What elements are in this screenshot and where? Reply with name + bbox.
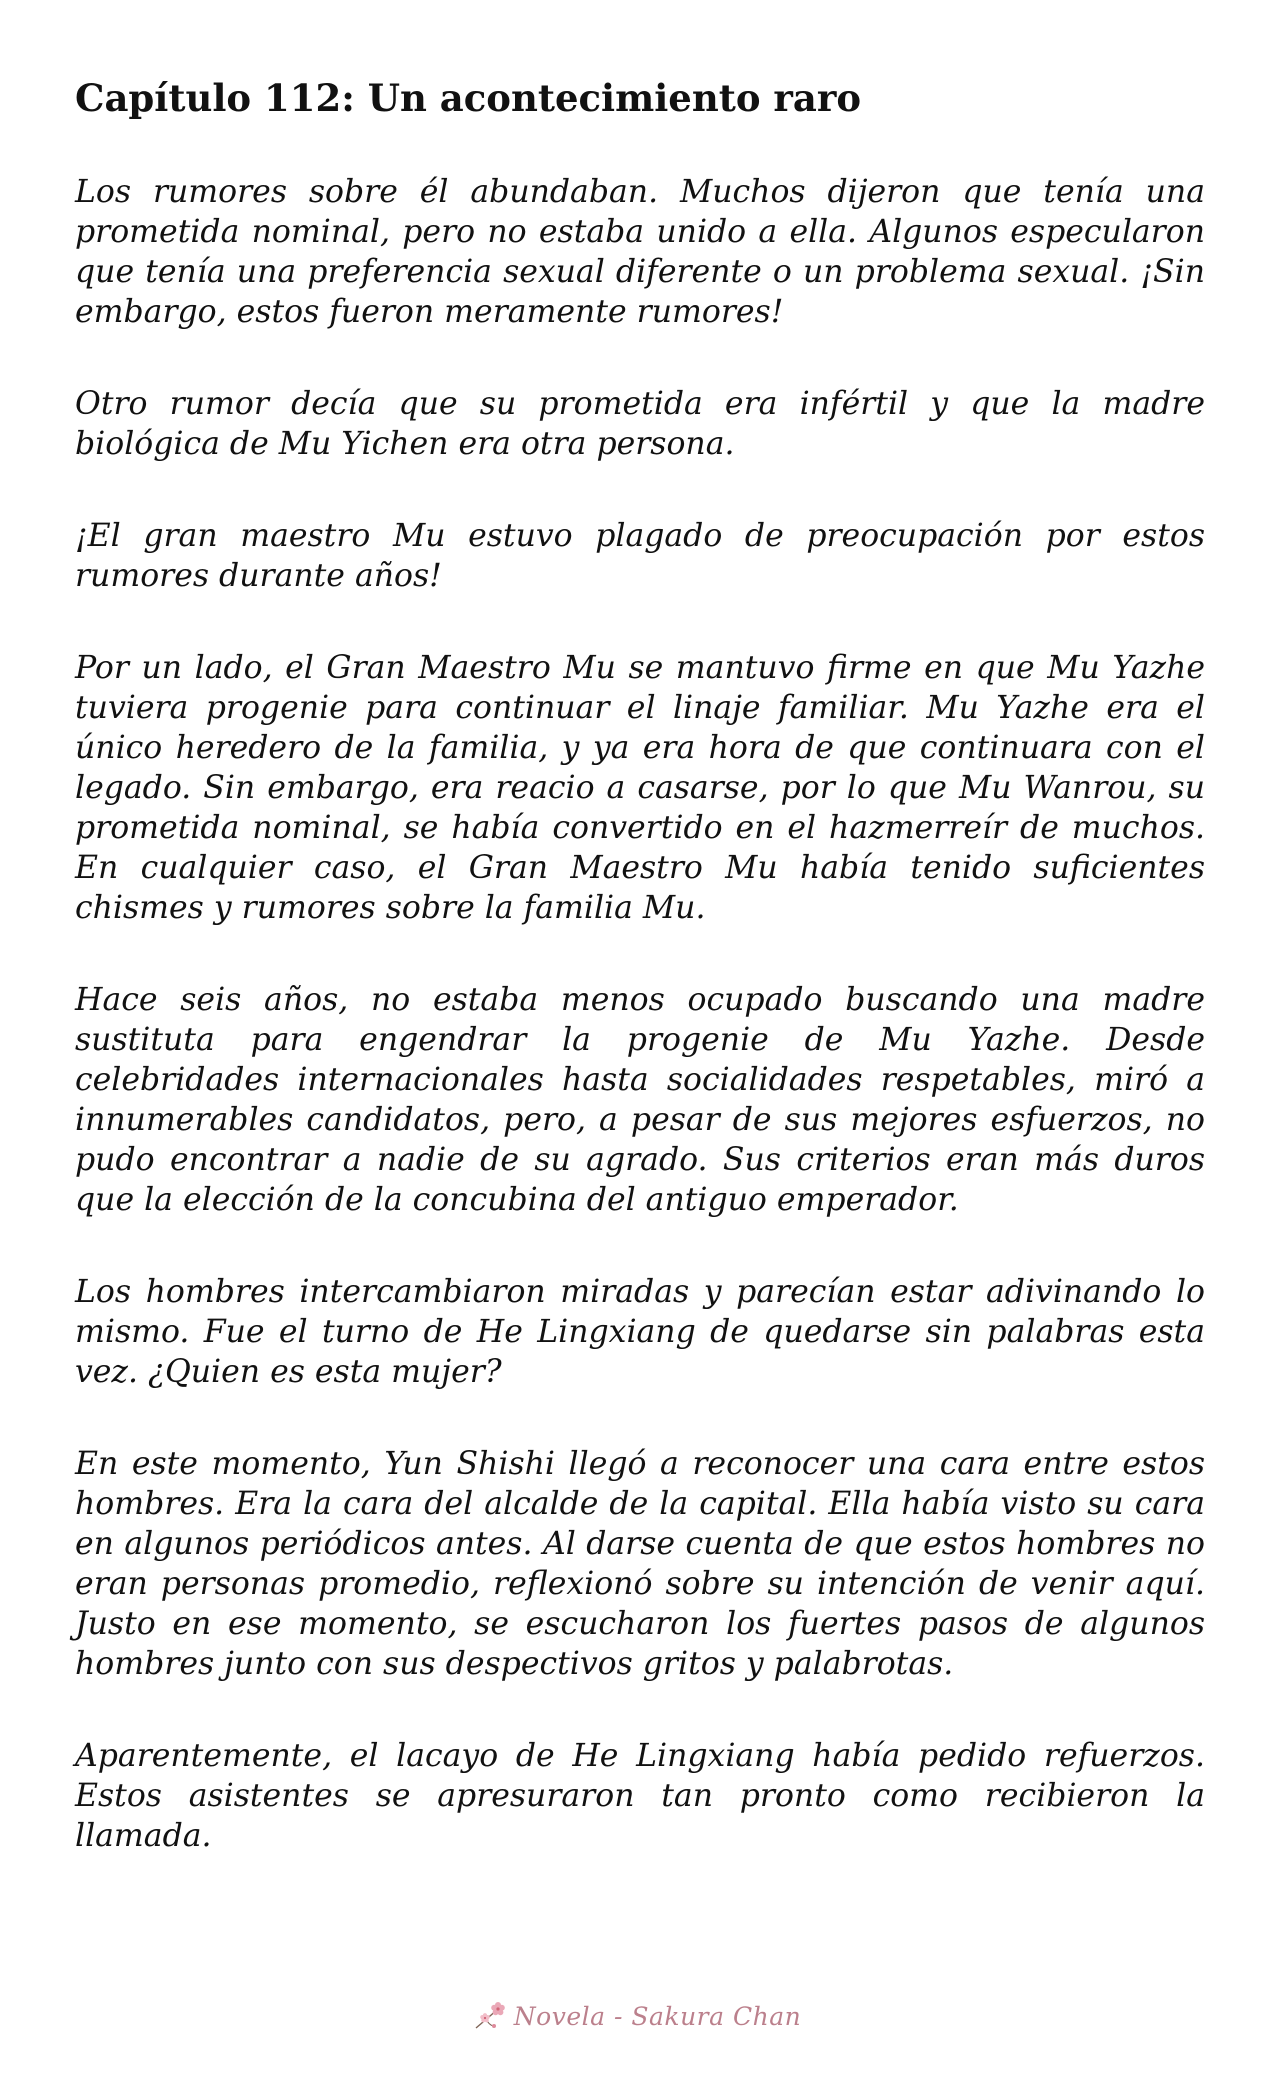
chapter-title: Capítulo 112: Un acontecimiento raro [75,76,862,120]
paragraph: Hace seis años, no estaba menos ocupado buscando una madre sustituta para engendrar la progenie de Mu Yazhe. Desde celebridades internacionales hasta socialidades respetables, miró a innumerables candidatos, pero, a pesar de sus mejores esfuerzos, no pudo encontrar a nadie de su agrado. Sus criterios eran más duros que la elección de la concubina del antiguo emperador. [75,982,1205,1218]
paragraph: Aparentemente, el lacayo de He Lingxiang había pedido refuerzos. Estos asistentes se apresuraron tan pronto como recibieron la llamada. [75,1738,1205,1854]
sakura-blossom-icon [474,2001,508,2031]
chapter-body [75,172,1205,1908]
paragraph: En este momento, Yun Shishi llegó a reconocer una cara entre estos hombres. Era la cara del alcalde de la capital. Ella había visto su cara en algunos periódicos antes. Al darse cuenta de que estos hombres no eran personas promedio, reflexionó sobre su intención de venir aquí. Justo en ese momento, se escucharon los fuertes pasos de algunos hombres junto con sus despectivos gritos y palabrotas. [75,1446,1205,1682]
paragraph: Otro rumor decía que su prometida era infértil y que la madre biológica de Mu Yichen era otra persona. [75,386,1205,462]
paragraph: Los hombres intercambiaron miradas y parecían estar adivinando lo mismo. Fue el turno de He Lingxiang de quedarse sin palabras esta vez. ¿Quien es esta mujer? [75,1274,1205,1390]
watermark-content [474,2001,801,2031]
paragraph: Por un lado, el Gran Maestro Mu se mantuvo firme en que Mu Yazhe tuviera progenie para continuar el linaje familiar. Mu Yazhe era el único heredero de la familia, y ya era hora de que continuara con el legado. Sin embargo, era reacio a casarse, por lo que Mu Wanrou, su prometida nominal, se había convertido en el hazmerreír de muchos. En cualquier caso, el Gran Maestro Mu había tenido suficientes chismes y rumores sobre la familia Mu. [75,650,1205,926]
paragraph: ¡El gran maestro Mu estuvo plagado de preocupación por estos rumores durante años! [75,518,1205,594]
paragraph: Los rumores sobre él abundaban. Muchos dijeron que tenía una prometida nominal, pero no estaba unido a ella. Algunos especularon que tenía una preferencia sexual diferente o un problema sexual. ¡Sin embargo, estos fueron meramente rumores! [75,174,1205,330]
watermark [0,1996,1275,2036]
watermark-text: Novela - Sakura Chan [513,2001,802,2031]
